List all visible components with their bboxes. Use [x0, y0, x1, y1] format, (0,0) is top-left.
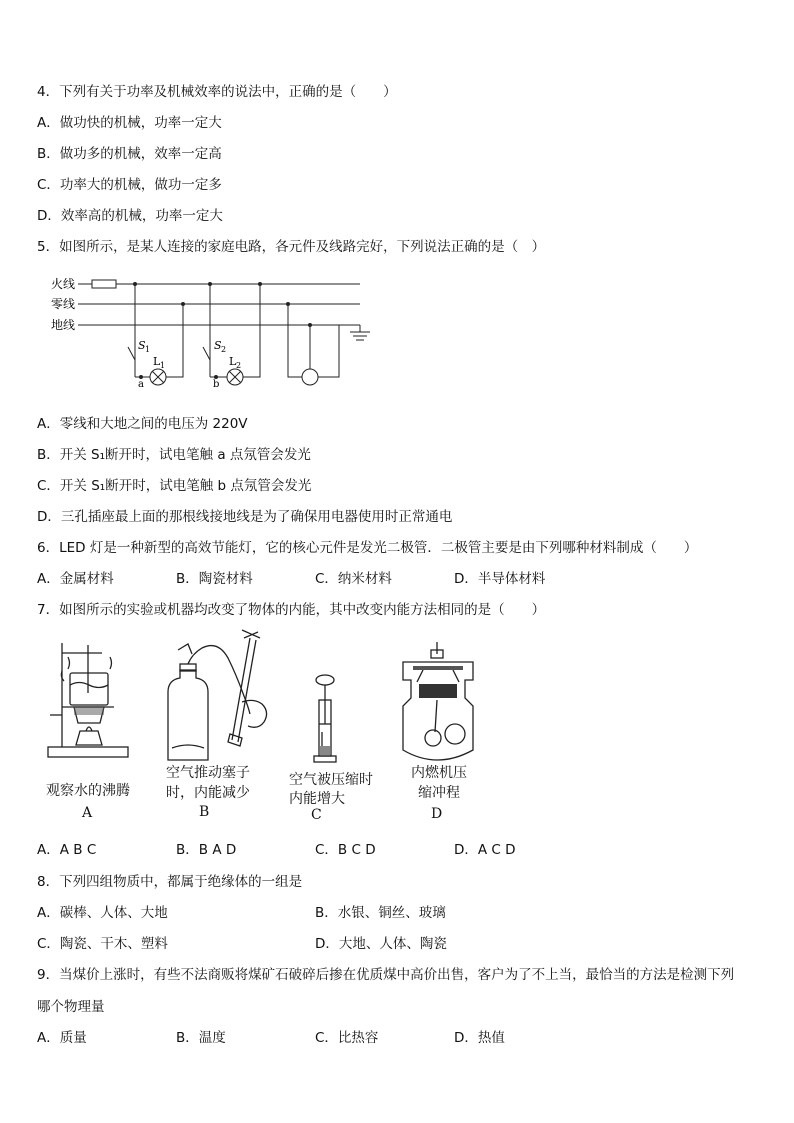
figure-a-letter: A	[82, 805, 93, 821]
q8-option-d: D．大地、人体、陶瓷	[315, 936, 447, 952]
q6-option-d: D．半导体材料	[454, 571, 546, 587]
figure-b-letter: B	[199, 804, 210, 820]
q8-option-a: A．碳棒、人体、大地	[37, 905, 168, 921]
q9-option-d: D．热值	[454, 1030, 505, 1046]
q5-stem: 5．如图所示，是某人连接的家庭电路，各元件及线路完好，下列说法正确的是（ ）	[37, 239, 546, 255]
live-wire-label: 火线	[51, 277, 76, 291]
q4-stem: 4．下列有关于功率及机械效率的说法中，正确的是（ ）	[37, 84, 397, 100]
q5-option-c: C．开关 S₁断开时，试电笔触 b 点氖管会发光	[37, 478, 312, 494]
q6-option-a: A．金属材料	[37, 571, 114, 587]
point-a-label: a	[138, 379, 144, 390]
figure-c-caption-line1: 空气被压缩时	[289, 772, 373, 788]
figure-c-caption-line2: 内能增大	[289, 791, 345, 807]
q9-option-a: A．质量	[37, 1030, 87, 1046]
figure-d-caption-line2: 缩冲程	[418, 785, 460, 801]
q8-option-c: C．陶瓷、干木、塑料	[37, 936, 168, 952]
q5-option-b: B．开关 S₁断开时，试电笔触 a 点氖管会发光	[37, 447, 311, 463]
air-compression-cylinder-figure	[300, 672, 350, 767]
q9-stem-line1: 9．当煤价上涨时，有些不法商贩将煤矿石破碎后掺在优质煤中高价出售，客户为了不上当，最恰当的方法是检测下列	[37, 967, 735, 983]
q6-option-c: C．纳米材料	[315, 571, 392, 587]
q4-option-a: A．做功快的机械，功率一定大	[37, 115, 222, 131]
lamp-l2-subscript: 2	[236, 361, 242, 370]
engine-compression-stroke-figure	[395, 640, 480, 765]
q4-option-d: D．效率高的机械，功率一定大	[37, 208, 223, 224]
q7-option-d: D．A C D	[454, 842, 516, 858]
q4-option-c: C．功率大的机械，做功一定多	[37, 177, 222, 193]
figure-d-caption-line1: 内燃机压	[411, 765, 467, 781]
figure-b-caption-line2: 时，内能减少	[166, 785, 250, 801]
q9-stem-line2: 哪个物理量	[37, 999, 105, 1015]
q9-option-b: B．温度	[176, 1030, 226, 1046]
ground-wire-label: 地线	[51, 318, 76, 332]
q8-option-b: B．水银、铜丝、玻璃	[315, 905, 446, 921]
figure-d-letter: D	[431, 806, 443, 822]
q4-option-b: B．做功多的机械，效率一定高	[37, 146, 222, 162]
q9-option-c: C．比热容	[315, 1030, 379, 1046]
q6-option-b: B．陶瓷材料	[176, 571, 253, 587]
figure-a-caption: 观察水的沸腾	[46, 783, 130, 799]
neutral-wire-label: 零线	[51, 297, 76, 311]
point-b-label: b	[213, 379, 220, 390]
q7-stem: 7．如图所示的实验或机器均改变了物体的内能，其中改变内能方法相同的是（ ）	[37, 602, 546, 618]
lamp-l2-label: L	[229, 355, 237, 368]
figure-b-caption-line1: 空气推动塞子	[166, 765, 250, 781]
q7-option-a: A．A B C	[37, 842, 97, 858]
q8-stem: 8．下列四组物质中，都属于绝缘体的一组是	[37, 874, 303, 890]
switch-s1-label: S	[138, 339, 146, 352]
lamp-l1-label: L	[153, 355, 161, 368]
q7-option-c: C．B C D	[315, 842, 376, 858]
switch-s2-label: S	[214, 339, 222, 352]
switch-s2-subscript: 2	[221, 345, 227, 354]
household-circuit-diagram	[40, 270, 380, 395]
bottle-pump-figure	[160, 630, 275, 765]
q5-option-d: D．三孔插座最上面的那根线接地线是为了确保用电器使用时正常通电	[37, 509, 453, 525]
lamp-l1-subscript: 1	[160, 361, 166, 370]
switch-s1-subscript: 1	[145, 345, 151, 354]
q7-option-b: B．B A D	[176, 842, 237, 858]
q5-option-a: A．零线和大地之间的电压为 220V	[37, 416, 248, 432]
boiling-water-apparatus-figure	[40, 635, 135, 765]
q6-stem: 6．LED 灯是一种新型的高效节能灯，它的核心元件是发光二极管．二极管主要是由下列哪种材料制成（ ）	[37, 540, 698, 556]
figure-c-letter: C	[311, 807, 322, 823]
